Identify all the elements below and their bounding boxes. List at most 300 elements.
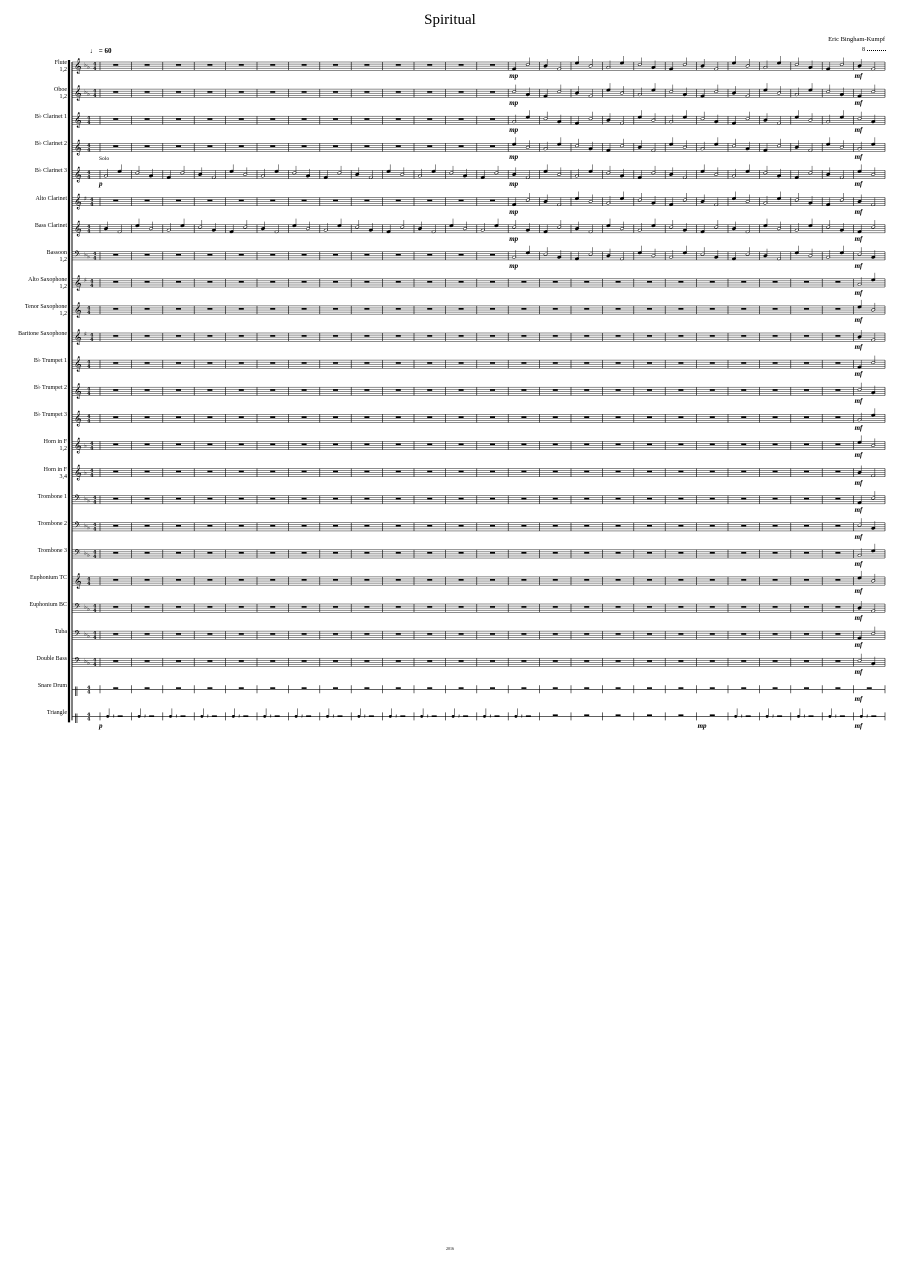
half-rest xyxy=(243,715,248,717)
whole-rest xyxy=(835,606,840,608)
whole-rest xyxy=(396,200,401,202)
whole-rest xyxy=(710,552,715,554)
whole-rest xyxy=(333,687,338,689)
key-flat: ♭ xyxy=(87,633,90,641)
dynamic-mf: mf xyxy=(854,99,863,108)
time-sig-denominator: 4 xyxy=(93,553,97,560)
whole-rest xyxy=(553,525,558,527)
whole-rest xyxy=(364,471,369,473)
whole-rest xyxy=(396,254,401,256)
whole-rest xyxy=(427,552,432,554)
whole-rest xyxy=(396,633,401,635)
whole-rest xyxy=(302,308,307,310)
whole-rest xyxy=(553,498,558,500)
whole-rest xyxy=(804,308,809,310)
whole-rest xyxy=(710,416,715,418)
clef-bass: 𝄢 xyxy=(74,657,81,669)
dynamic-mf: mf xyxy=(854,614,863,622)
whole-rest xyxy=(835,687,840,689)
whole-rest xyxy=(145,145,150,147)
time-sig-denominator: 4 xyxy=(87,391,91,398)
whole-rest xyxy=(459,91,464,93)
dynamic-mf: mf xyxy=(854,288,863,297)
whole-rest xyxy=(270,606,275,608)
whole-rest xyxy=(333,552,338,554)
whole-rest xyxy=(270,579,275,581)
whole-rest xyxy=(773,579,778,581)
rest: 𝄽 xyxy=(834,713,837,721)
instrument-label xyxy=(35,114,67,121)
key-flat: ♭ xyxy=(87,606,90,613)
whole-rest xyxy=(302,471,307,473)
whole-rest xyxy=(804,552,809,554)
time-sig-numerator: 4 xyxy=(93,88,97,95)
whole-rest xyxy=(396,525,401,527)
time-sig-numerator: 4 xyxy=(90,197,94,203)
instrument-label xyxy=(18,331,67,338)
whole-rest xyxy=(678,687,683,689)
whole-rest xyxy=(490,552,495,554)
instrument-label xyxy=(47,710,67,717)
dynamic-mf: mf xyxy=(854,695,863,704)
whole-rest xyxy=(364,362,369,364)
whole-rest xyxy=(553,389,558,391)
whole-rest xyxy=(145,633,150,635)
rest: 𝄽 xyxy=(803,713,806,721)
whole-rest xyxy=(490,389,495,391)
whole-rest xyxy=(710,579,715,581)
time-sig-numerator: 4 xyxy=(87,169,91,176)
key-flat: ♭ xyxy=(84,522,87,530)
instrument-label xyxy=(34,385,67,392)
instrument-label xyxy=(35,141,67,148)
whole-rest xyxy=(333,64,338,66)
time-sig-numerator: 4 xyxy=(87,711,91,718)
dynamic-mf: mf xyxy=(854,451,863,460)
whole-rest xyxy=(553,471,558,473)
time-sig-numerator: 4 xyxy=(90,278,94,285)
time-sig-denominator: 4 xyxy=(93,499,97,506)
whole-rest xyxy=(364,416,369,418)
whole-rest xyxy=(396,145,401,147)
whole-rest xyxy=(741,362,746,364)
whole-rest xyxy=(490,335,495,337)
triangle-note xyxy=(483,715,486,718)
whole-rest xyxy=(773,471,778,473)
whole-rest xyxy=(584,660,589,662)
whole-rest xyxy=(145,308,150,310)
key-flat: ♭ xyxy=(84,549,87,557)
whole-rest xyxy=(678,308,683,310)
whole-rest xyxy=(835,471,840,473)
instrument-parts: 1,2 xyxy=(59,94,67,101)
whole-rest xyxy=(584,443,589,445)
whole-rest xyxy=(396,687,401,689)
whole-rest xyxy=(239,606,244,608)
whole-rest xyxy=(396,606,401,608)
instrument-label xyxy=(35,168,67,175)
instrument-parts: 1,2 xyxy=(59,446,67,453)
whole-rest xyxy=(239,525,244,527)
key-flat: ♭ xyxy=(84,658,87,666)
whole-rest xyxy=(616,416,621,418)
rest: 𝄽 xyxy=(489,713,492,721)
whole-rest xyxy=(145,118,150,120)
time-sig-denominator: 4 xyxy=(93,255,97,262)
whole-rest xyxy=(333,525,338,527)
whole-rest xyxy=(145,471,150,473)
instrument-name: B♭ Trumpet 3 xyxy=(33,412,67,419)
half-rest xyxy=(809,715,814,717)
dynamic-mf: mf xyxy=(854,207,863,216)
whole-rest xyxy=(490,579,495,581)
whole-rest xyxy=(113,471,118,473)
whole-rest xyxy=(490,525,495,527)
instrument-label xyxy=(37,656,68,663)
dynamic-mf: mf xyxy=(854,72,863,80)
whole-rest xyxy=(270,362,275,364)
instrument-label xyxy=(25,304,67,318)
whole-rest xyxy=(678,606,683,608)
triangle-note xyxy=(295,715,298,718)
whole-rest xyxy=(302,498,307,500)
whole-rest xyxy=(584,633,589,635)
whole-rest xyxy=(490,416,495,418)
whole-rest xyxy=(239,660,244,662)
instrument-parts: 1,2 xyxy=(59,256,67,263)
dynamic-mf: mf xyxy=(854,370,863,379)
whole-rest xyxy=(647,281,652,283)
whole-rest xyxy=(710,687,715,689)
whole-rest xyxy=(490,200,495,202)
whole-rest xyxy=(113,308,118,310)
rest: 𝄽 xyxy=(175,713,178,721)
key-sharp: ♯ xyxy=(84,331,87,338)
half-rest xyxy=(432,715,437,717)
whole-rest xyxy=(176,660,181,662)
instrument-label xyxy=(34,412,67,419)
whole-rest xyxy=(710,335,715,337)
clef-treble: 𝄞 xyxy=(74,275,82,291)
rest: 𝄽 xyxy=(112,713,115,721)
whole-rest xyxy=(773,660,778,662)
whole-rest xyxy=(490,254,495,256)
dynamic-p: p xyxy=(99,722,103,731)
whole-rest xyxy=(835,633,840,635)
whole-rest xyxy=(521,579,526,581)
whole-rest xyxy=(145,660,150,662)
whole-rest xyxy=(207,335,212,337)
whole-rest xyxy=(207,389,212,391)
instrument-name: B♭ Trumpet 2 xyxy=(33,385,67,392)
time-sig-numerator: 4 xyxy=(87,224,91,231)
whole-rest xyxy=(835,525,840,527)
whole-rest xyxy=(364,281,369,283)
time-sig-denominator: 4 xyxy=(90,201,94,208)
whole-rest xyxy=(176,335,181,337)
dynamic-mf: mf xyxy=(854,261,863,270)
whole-rest xyxy=(647,714,652,716)
instrument-name: Trombone 2 xyxy=(37,520,67,527)
triangle-note xyxy=(389,715,392,718)
whole-rest xyxy=(333,281,338,283)
whole-rest xyxy=(145,687,150,689)
whole-rest xyxy=(333,660,338,662)
whole-rest xyxy=(835,498,840,500)
whole-rest xyxy=(427,633,432,635)
whole-rest xyxy=(333,254,338,256)
whole-rest xyxy=(239,362,244,364)
key-sharp: ♯ xyxy=(84,195,87,203)
instrument-label xyxy=(38,494,67,501)
whole-rest xyxy=(710,471,715,473)
dynamic-mf: mf xyxy=(854,315,863,324)
whole-rest xyxy=(490,362,495,364)
whole-rest xyxy=(239,552,244,554)
whole-rest xyxy=(804,579,809,581)
whole-rest xyxy=(804,335,809,337)
instrument-label xyxy=(47,250,67,264)
triangle-note xyxy=(326,715,329,718)
whole-rest xyxy=(553,416,558,418)
dynamic-mp: mp xyxy=(509,72,519,80)
whole-rest xyxy=(333,308,338,310)
whole-rest xyxy=(616,525,621,527)
clef-treble: 𝄞 xyxy=(74,438,82,454)
whole-rest xyxy=(270,552,275,554)
whole-rest xyxy=(270,200,275,202)
whole-rest xyxy=(113,389,118,391)
whole-rest xyxy=(427,579,432,581)
triangle-note xyxy=(452,715,455,718)
whole-rest xyxy=(270,145,275,147)
time-sig-denominator: 4 xyxy=(93,93,97,100)
whole-rest xyxy=(427,91,432,93)
whole-rest xyxy=(145,281,150,283)
whole-rest xyxy=(647,633,652,635)
whole-rest xyxy=(270,443,275,445)
whole-rest xyxy=(741,579,746,581)
page-footer: 2016 xyxy=(446,1246,454,1251)
instrument-parts: 3,4 xyxy=(59,473,67,480)
whole-rest xyxy=(364,308,369,310)
tempo-marking: ♩ = 60 xyxy=(90,47,112,55)
rest: 𝄽 xyxy=(426,713,429,721)
instrument-label xyxy=(35,223,67,230)
half-rest xyxy=(777,715,782,717)
whole-rest xyxy=(553,579,558,581)
key-flat: ♭ xyxy=(87,551,90,559)
whole-rest xyxy=(207,308,212,310)
dynamic-mp: mp xyxy=(509,180,519,189)
whole-rest xyxy=(207,498,212,500)
instrument-name: Alto Saxophone xyxy=(28,276,67,283)
whole-rest xyxy=(678,281,683,283)
whole-rest xyxy=(113,579,118,581)
whole-rest xyxy=(364,579,369,581)
whole-rest xyxy=(710,714,715,716)
instrument-label xyxy=(29,602,67,609)
half-rest xyxy=(369,715,374,717)
whole-rest xyxy=(396,362,401,364)
whole-rest xyxy=(333,200,338,202)
whole-rest xyxy=(459,660,464,662)
whole-rest xyxy=(364,660,369,662)
dynamic-mp: mp xyxy=(697,722,707,731)
dynamic-mp: mp xyxy=(509,99,519,108)
instrument-name: Trombone 3 xyxy=(37,547,67,554)
whole-rest xyxy=(333,633,338,635)
whole-rest xyxy=(333,416,338,418)
whole-rest xyxy=(773,552,778,554)
whole-rest xyxy=(302,254,307,256)
whole-rest xyxy=(710,498,715,500)
whole-rest xyxy=(176,525,181,527)
whole-rest xyxy=(835,579,840,581)
time-sig-denominator: 4 xyxy=(90,472,94,479)
key-flat: ♭ xyxy=(84,89,87,97)
clef-bass: 𝄢 xyxy=(74,494,81,506)
whole-rest xyxy=(459,579,464,581)
clef-treble: 𝄞 xyxy=(74,167,82,183)
key-flat: ♭ xyxy=(87,660,90,668)
whole-rest xyxy=(207,254,212,256)
dynamic-mp: mp xyxy=(509,234,519,243)
whole-rest xyxy=(490,308,495,310)
whole-rest xyxy=(490,118,495,120)
whole-rest xyxy=(459,552,464,554)
whole-rest xyxy=(616,498,621,500)
whole-rest xyxy=(333,362,338,364)
whole-rest xyxy=(490,443,495,445)
dynamic-mp: mp xyxy=(509,207,519,216)
whole-rest xyxy=(239,416,244,418)
clef-treble: 𝄞 xyxy=(74,59,82,74)
whole-rest xyxy=(616,606,621,608)
clef-bass: 𝄢 xyxy=(74,250,81,262)
half-rest xyxy=(840,715,845,717)
whole-rest xyxy=(521,498,526,500)
whole-rest xyxy=(710,443,715,445)
whole-rest xyxy=(113,254,118,256)
whole-rest xyxy=(239,118,244,120)
whole-rest xyxy=(521,389,526,391)
whole-rest xyxy=(647,389,652,391)
whole-rest xyxy=(145,498,150,500)
key-flat: ♭ xyxy=(84,469,87,477)
whole-rest xyxy=(113,145,118,147)
whole-rest xyxy=(113,281,118,283)
whole-rest xyxy=(459,362,464,364)
whole-rest xyxy=(490,606,495,608)
whole-rest xyxy=(113,687,118,689)
key-flat: ♭ xyxy=(84,251,87,259)
whole-rest xyxy=(773,687,778,689)
time-sig-denominator: 4 xyxy=(87,309,91,316)
whole-rest xyxy=(459,200,464,202)
whole-rest xyxy=(364,687,369,689)
whole-rest xyxy=(270,308,275,310)
whole-rest xyxy=(553,362,558,364)
whole-rest xyxy=(427,118,432,120)
instrument-name: Triangle xyxy=(46,710,67,717)
triangle-note xyxy=(797,715,800,718)
whole-rest xyxy=(647,362,652,364)
whole-rest xyxy=(804,633,809,635)
whole-rest xyxy=(176,552,181,554)
whole-rest xyxy=(270,416,275,418)
whole-rest xyxy=(804,498,809,500)
whole-rest xyxy=(364,254,369,256)
whole-rest xyxy=(145,64,150,66)
whole-rest xyxy=(584,714,589,716)
whole-rest xyxy=(584,525,589,527)
whole-rest xyxy=(176,145,181,147)
whole-rest xyxy=(647,525,652,527)
whole-rest xyxy=(113,633,118,635)
whole-rest xyxy=(427,200,432,202)
whole-rest xyxy=(396,308,401,310)
whole-rest xyxy=(427,525,432,527)
time-sig-numerator: 4 xyxy=(93,603,97,610)
key-flat: ♭ xyxy=(87,497,90,505)
whole-rest xyxy=(364,145,369,147)
whole-rest xyxy=(176,579,181,581)
whole-rest xyxy=(490,660,495,662)
whole-rest xyxy=(270,118,275,120)
clef-bass: 𝄢 xyxy=(74,630,81,642)
instrument-parts: 1,2 xyxy=(59,67,67,73)
whole-rest xyxy=(145,416,150,418)
whole-rest xyxy=(553,552,558,554)
whole-rest xyxy=(396,118,401,120)
whole-rest xyxy=(678,498,683,500)
whole-rest xyxy=(302,335,307,337)
whole-rest xyxy=(302,362,307,364)
whole-rest xyxy=(302,606,307,608)
whole-rest xyxy=(239,91,244,93)
whole-rest xyxy=(553,660,558,662)
whole-rest xyxy=(364,498,369,500)
time-sig-denominator: 4 xyxy=(87,228,91,235)
whole-rest xyxy=(521,281,526,283)
whole-rest xyxy=(616,471,621,473)
whole-rest xyxy=(647,471,652,473)
key-flat: ♭ xyxy=(84,631,87,639)
time-sig-denominator: 4 xyxy=(93,635,97,642)
triangle-note xyxy=(138,715,141,718)
whole-rest xyxy=(616,389,621,391)
whole-rest xyxy=(207,118,212,120)
whole-rest xyxy=(678,552,683,554)
whole-rest xyxy=(835,281,840,283)
whole-rest xyxy=(364,91,369,93)
whole-rest xyxy=(113,525,118,527)
whole-rest xyxy=(741,335,746,337)
whole-rest xyxy=(207,579,212,581)
time-sig-denominator: 4 xyxy=(87,689,91,696)
whole-rest xyxy=(396,552,401,554)
time-sig-numerator: 4 xyxy=(87,305,91,312)
whole-rest xyxy=(647,579,652,581)
rest: 𝄽 xyxy=(238,713,241,721)
whole-rest xyxy=(616,335,621,337)
whole-rest xyxy=(835,660,840,662)
whole-rest xyxy=(804,660,809,662)
whole-rest xyxy=(239,443,244,445)
clef-treble: 𝄞 xyxy=(74,113,82,129)
whole-rest xyxy=(584,281,589,283)
